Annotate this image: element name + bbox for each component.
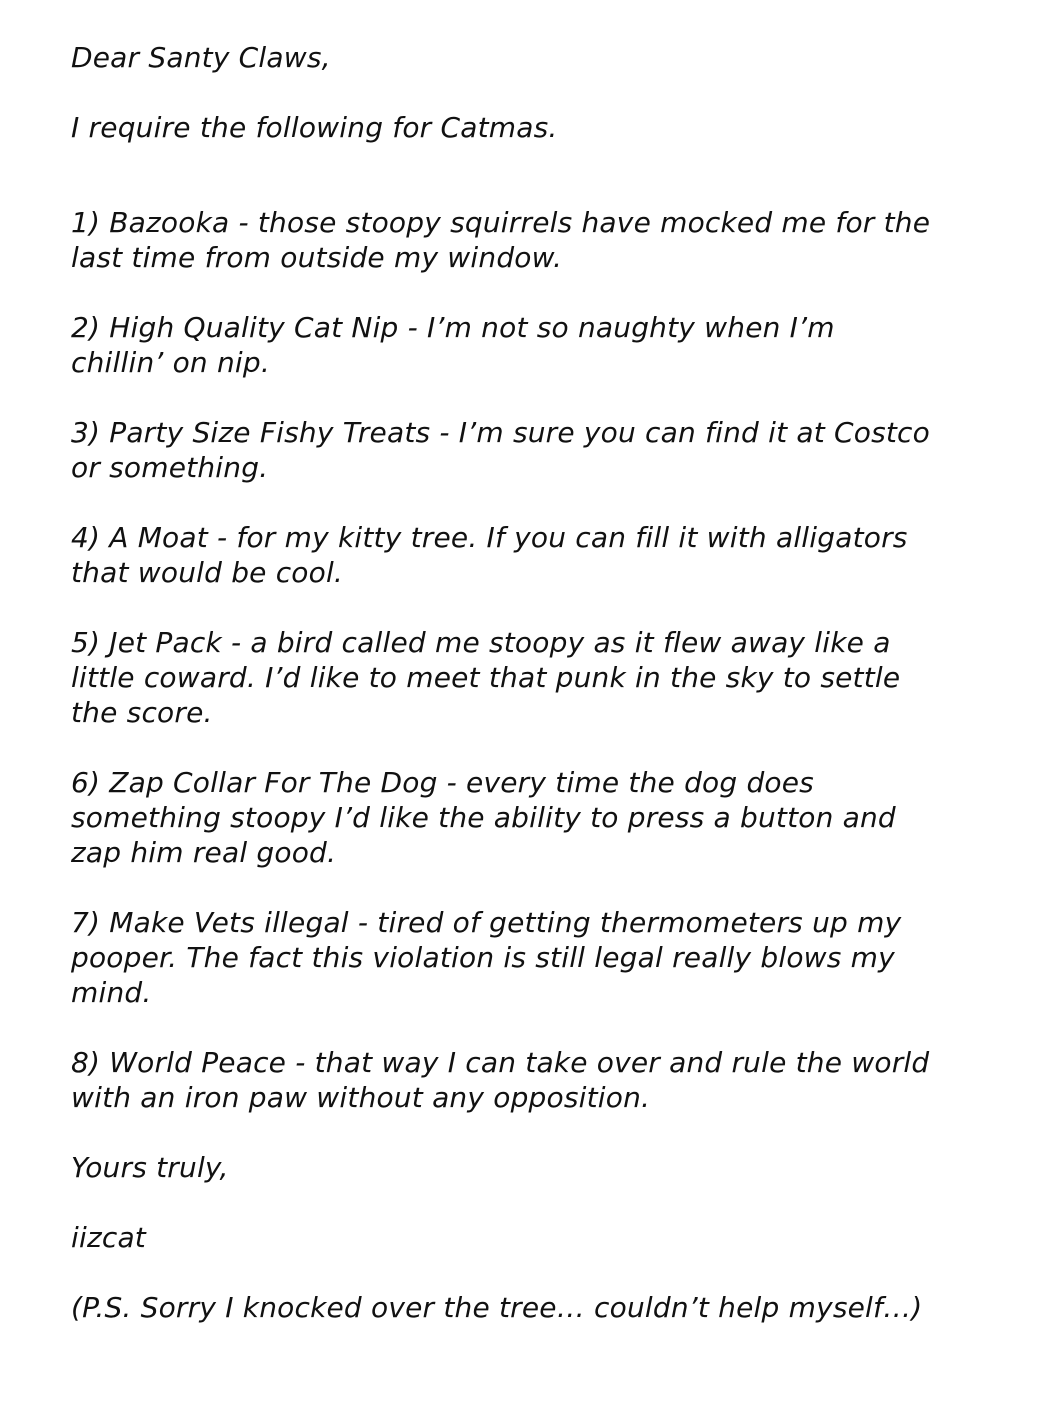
list-item-zap-collar: 6) Zap Collar For The Dog - every time the dog does something stoopy I’d like the ability to press a button and zap him real good. (71, 766, 896, 869)
list-item-jet-pack: 5) Jet Pack - a bird called me stoopy as it flew away like a little coward. I’d like to meet that punk in the sky to settle the score. (71, 626, 901, 729)
list-item-bazooka: 1) Bazooka - those stoopy squirrels have mocked me for the last time from outside my window. (71, 206, 931, 274)
intro-line: I require the following for Catmas. (71, 111, 558, 144)
closing: Yours truly, (71, 1151, 229, 1184)
list-item-cat-nip: 2) High Quality Cat Nip - I’m not so naughty when I’m chillin’ on nip. (71, 311, 835, 379)
list-item-fishy-treats: 3) Party Size Fishy Treats - I’m sure you can find it at Costco or something. (71, 416, 930, 484)
list-item-world-peace: 8) World Peace - that way I can take over and rule the world with an iron paw without any opposition. (71, 1046, 930, 1114)
signature: iizcat (71, 1221, 146, 1254)
salutation: Dear Santy Claws, (71, 41, 331, 74)
postscript: (P.S. Sorry I knocked over the tree… couldn’t help myself…) (71, 1291, 923, 1324)
list-item-moat: 4) A Moat - for my kitty tree. If you can fill it with alligators that would be cool. (71, 521, 908, 589)
list-item-vets-illegal: 7) Make Vets illegal - tired of getting thermometers up my pooper. The fact this violation is still legal really blows my mind. (71, 906, 902, 1009)
